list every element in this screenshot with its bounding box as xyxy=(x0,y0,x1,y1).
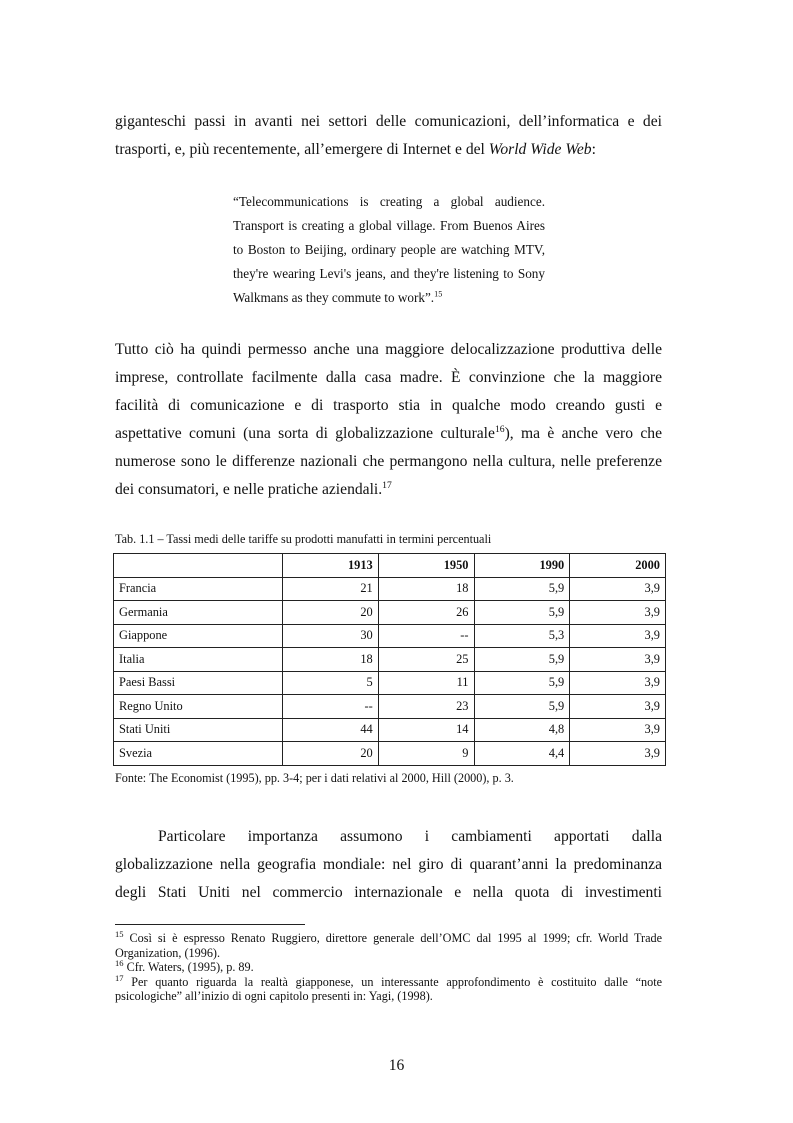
footnote-ref-15: 15 xyxy=(434,289,443,299)
table-row xyxy=(114,624,666,648)
quote-line-3: to Boston to Beijing, ordinary people are watching MTV, xyxy=(233,242,545,257)
value-cell: 11 xyxy=(378,671,474,695)
value-cell: 3,9 xyxy=(570,648,666,672)
value-cell: 5 xyxy=(283,671,379,695)
table-caption: Tab. 1.1 – Tassi medi delle tariffe su prodotti manufatti in termini percentuali xyxy=(115,532,492,546)
header-cell-1913: 1913 xyxy=(283,554,379,578)
table-source: Fonte: The Economist (1995), pp. 3-4; per i dati relativi al 2000, Hill (2000), p. 3. xyxy=(115,771,514,785)
paragraph-2-line-4-text: aspettative comuni (una sorta di globalizzazione culturale xyxy=(115,425,495,442)
value-cell: 14 xyxy=(378,718,474,742)
paragraph-1-colon: : xyxy=(591,141,596,158)
country-cell: Giappone xyxy=(114,624,283,648)
value-cell: 26 xyxy=(378,601,474,625)
footnote-number: 17 xyxy=(115,972,124,983)
header-cell-empty xyxy=(114,554,283,578)
value-cell: 30 xyxy=(283,624,379,648)
footnote-ref-17: 17 xyxy=(382,479,392,491)
paragraph-2-line-5: numerose sono le differenze nazionali che permangono nella cultura, nelle preferenze xyxy=(115,453,662,470)
value-cell: 9 xyxy=(378,742,474,766)
quote-line-1: “Telecommunications is creating a global audience. xyxy=(233,194,545,209)
footnote-ref-16: 16 xyxy=(494,423,505,435)
country-cell: Svezia xyxy=(114,742,283,766)
table-row xyxy=(114,601,666,625)
value-cell: 18 xyxy=(283,648,379,672)
footnote-15 xyxy=(115,928,662,960)
value-cell: 5,9 xyxy=(474,671,570,695)
value-cell: 25 xyxy=(378,648,474,672)
table-header-row xyxy=(114,554,666,578)
table-row xyxy=(114,695,666,719)
paragraph-2-line-1: Tutto ciò ha quindi permesso anche una maggiore delocalizzazione produttiva delle xyxy=(115,341,662,358)
country-cell: Stati Uniti xyxy=(114,718,283,742)
paragraph-2-line-4-tail: ), ma è anche vero che xyxy=(504,425,662,442)
value-cell: 4,8 xyxy=(474,718,570,742)
footnote-text: Così si è espresso Renato Ruggiero, direttore generale dell’OMC dal 1995 al 1999; cfr. World Trade Organization, (1996). xyxy=(115,931,662,960)
value-cell: 3,9 xyxy=(570,601,666,625)
value-cell: 3,9 xyxy=(570,624,666,648)
value-cell: 4,4 xyxy=(474,742,570,766)
value-cell: 3,9 xyxy=(570,718,666,742)
paragraph-3-line-2: globalizzazione nella geografia mondiale: nel giro di quarant’anni la predominanza xyxy=(115,856,662,873)
value-cell: -- xyxy=(283,695,379,719)
table-row xyxy=(114,648,666,672)
value-cell: 5,9 xyxy=(474,577,570,601)
footnote-text: Per quanto riguarda la realtà giapponese, un interessante approfondimento è costituito dalle “note psicologiche” all’inizio di ogni capitolo presenti in: Yagi, (1998). xyxy=(115,974,662,1003)
paragraph-3-line-1: Particolare importanza assumono i cambiamenti apportati dalla xyxy=(158,828,662,845)
header-cell-2000: 2000 xyxy=(570,554,666,578)
block-quote xyxy=(233,190,545,310)
value-cell: 20 xyxy=(283,742,379,766)
quote-line-5 xyxy=(233,286,545,310)
paragraph-3-line-3: degli Stati Uniti nel commercio internazionale e nella quota di investimenti xyxy=(115,884,662,901)
quote-line-4: they're wearing Levi's jeans, and they're listening to Sony xyxy=(233,266,545,281)
value-cell: 3,9 xyxy=(570,671,666,695)
footnote-separator xyxy=(115,924,305,925)
paragraph-2-line-2: imprese, controllate facilmente dalla casa madre. È convinzione che la maggiore xyxy=(115,369,662,386)
paragraph-2 xyxy=(115,336,662,504)
footnote-text: Cfr. Waters, (1995), p. 89. xyxy=(123,960,254,974)
paragraph-1 xyxy=(115,108,662,164)
paragraph-2-line-4 xyxy=(115,420,662,448)
header-cell-1950: 1950 xyxy=(378,554,474,578)
table-row xyxy=(114,671,666,695)
paragraph-2-line-6 xyxy=(115,476,662,504)
country-cell: Italia xyxy=(114,648,283,672)
table-row xyxy=(114,718,666,742)
value-cell: 5,9 xyxy=(474,695,570,719)
paragraph-1-line-2-text: trasporti, e, più recentemente, all’emergere di Internet e del xyxy=(115,141,489,158)
value-cell: 23 xyxy=(378,695,474,719)
value-cell: 5,9 xyxy=(474,601,570,625)
world-wide-web-term: World Wide Web xyxy=(488,141,592,158)
footnote-number: 15 xyxy=(115,928,124,939)
value-cell: 5,9 xyxy=(474,648,570,672)
value-cell: 21 xyxy=(283,577,379,601)
footnote-16 xyxy=(115,957,662,975)
paragraph-3 xyxy=(115,823,662,907)
country-cell: Regno Unito xyxy=(114,695,283,719)
value-cell: 20 xyxy=(283,601,379,625)
table-row xyxy=(114,577,666,601)
value-cell: 3,9 xyxy=(570,742,666,766)
value-cell: 3,9 xyxy=(570,577,666,601)
country-cell: Paesi Bassi xyxy=(114,671,283,695)
country-cell: Francia xyxy=(114,577,283,601)
value-cell: 3,9 xyxy=(570,695,666,719)
value-cell: 44 xyxy=(283,718,379,742)
footnote-17 xyxy=(115,972,662,1004)
quote-line-5-text: Walkmans as they commute to work”. xyxy=(233,290,435,305)
paragraph-2-line-3: facilità di comunicazione e di trasporto stia in qualche modo creando gusti e xyxy=(115,397,662,414)
value-cell: -- xyxy=(378,624,474,648)
value-cell: 5,3 xyxy=(474,624,570,648)
table-row xyxy=(114,742,666,766)
footnotes xyxy=(115,928,662,1004)
paragraph-1-line-2 xyxy=(115,136,662,164)
paragraph-2-line-6-text: dei consumatori, e nelle pratiche aziendali. xyxy=(115,481,383,498)
header-cell-1990: 1990 xyxy=(474,554,570,578)
value-cell: 18 xyxy=(378,577,474,601)
country-cell: Germania xyxy=(114,601,283,625)
paragraph-1-line-1: giganteschi passi in avanti nei settori delle comunicazioni, dell’informatica e dei xyxy=(115,113,662,130)
quote-line-2: Transport is creating a global village. From Buenos Aires xyxy=(233,218,545,233)
page-number: 16 xyxy=(388,1057,405,1074)
footnote-number: 16 xyxy=(115,957,124,968)
tariffs-table xyxy=(113,553,666,766)
